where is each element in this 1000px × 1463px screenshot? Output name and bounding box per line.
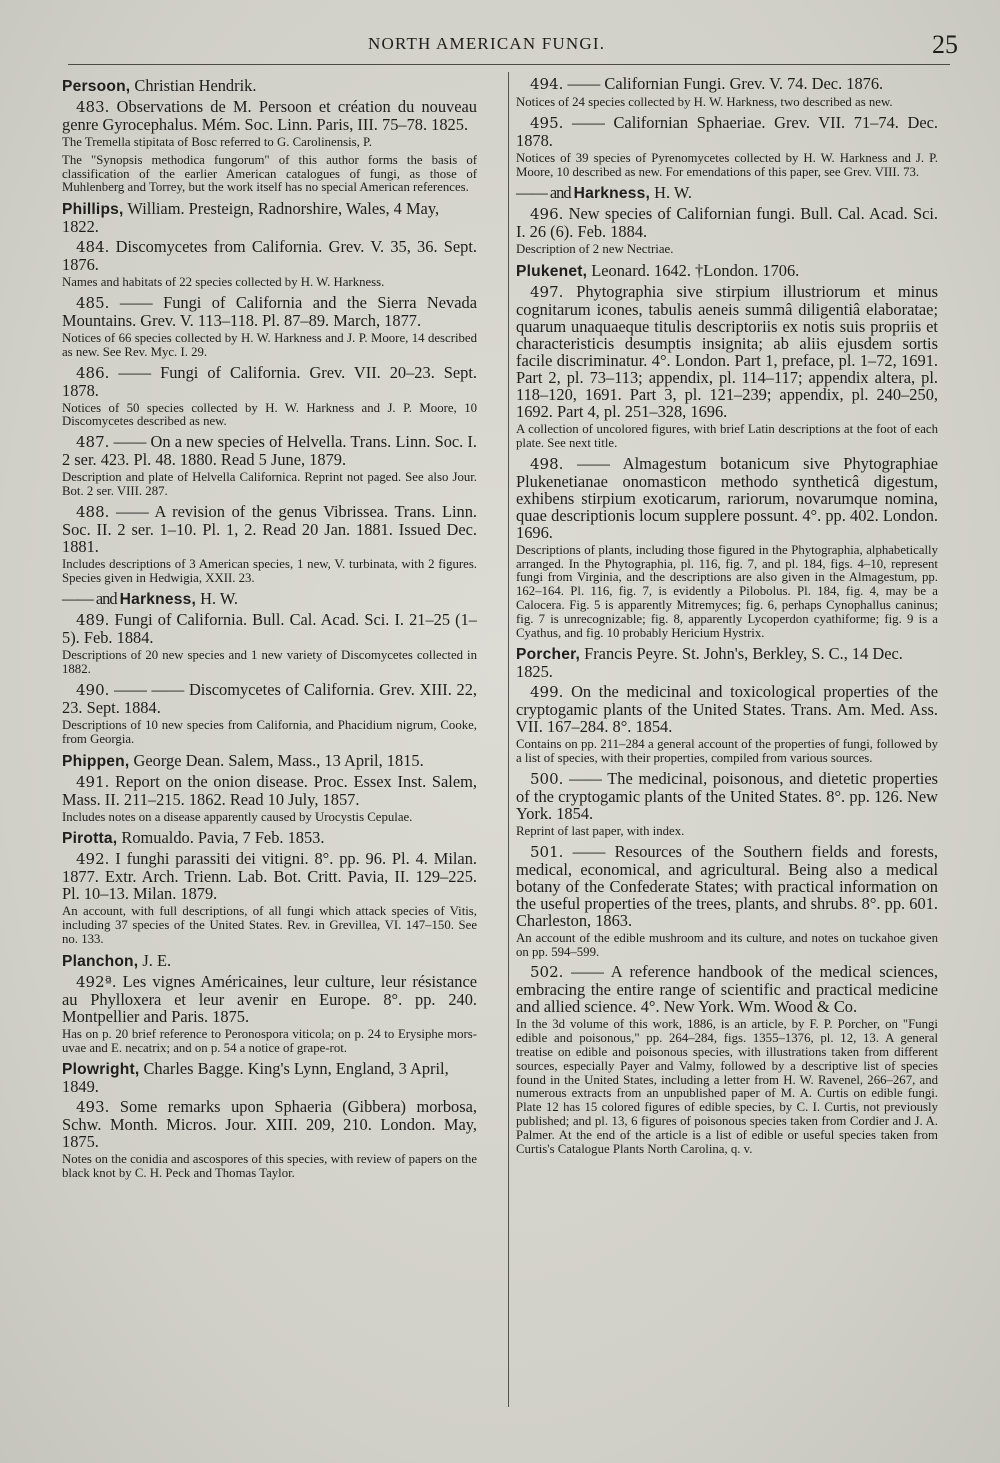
entry-number: 492. (76, 850, 110, 869)
entry-number: 501. (530, 842, 564, 861)
bibliography-entry (62, 611, 477, 646)
author-details: H. W. (196, 589, 238, 609)
author-surname: Harkness, (119, 591, 197, 609)
entry-number: 485. (76, 293, 110, 312)
author-heading (62, 1060, 477, 1095)
bibliography-entry (516, 205, 938, 240)
column-divider (508, 72, 509, 1407)
entry-annotation: Includes notes on a disease apparently caused by Urocystis Cepulae. (62, 809, 413, 824)
bibliography-entry (62, 433, 477, 468)
bibliography-entry (516, 963, 938, 1015)
author-surname: Porcher, (516, 646, 581, 664)
entry-annotation: Description of 2 new Nectriae. (516, 242, 674, 257)
entry-citation: —— Californian Sphaeriae. Grev. VII. 71–74. Dec. 1878. (516, 112, 938, 150)
entry-number: 497. (530, 283, 564, 302)
entry-citation: Fungi of California. Bull. Cal. Acad. Sci. I. 21–25 (1–5). Feb. 1884. (62, 610, 477, 648)
bibliography-entry (516, 114, 938, 149)
bibliography-entry (516, 843, 938, 929)
left-column (62, 72, 477, 1185)
author-details: George Dean. Salem, Mass., 13 April, 1815. (129, 750, 424, 770)
author-details: Leonard. 1642. †London. 1706. (587, 261, 800, 281)
entry-annotation: Names and habitats of 22 species collected by H. W. Harkness. (62, 275, 385, 290)
bibliography-entry (62, 364, 477, 399)
author-surname: Plowright, (62, 1061, 140, 1079)
author-heading (516, 645, 938, 680)
entry-citation: New species of Californian fungi. Bull. Cal. Acad. Sci. I. 26 (6). Feb. 1884. (516, 204, 938, 242)
author-heading (62, 829, 477, 847)
entry-number: 494. (530, 75, 564, 93)
header-rule (68, 64, 950, 65)
author-surname: Pirotta, (62, 830, 118, 848)
entry-citation: —— —— Discomycetes of California. Grev. XIII. 22, 23. Sept. 1884. (62, 679, 477, 717)
bibliography-entry (62, 773, 477, 808)
bibliography-entry (62, 238, 477, 273)
entry-annotation: Notices of 24 species collected by H. W. Harkness, two described as new. (516, 95, 893, 109)
author-details: Romualdo. Pavia, 7 Feb. 1853. (117, 828, 325, 848)
entry-annotation: Descriptions of 20 new species and 1 new variety of Discomycetes collected in 1882. (62, 648, 477, 677)
entry-annotation: A collection of uncolored figures, with brief Latin descriptions at the foot of each plate. See next title. (516, 422, 938, 450)
author-heading (516, 262, 938, 280)
entry-annotation: The Tremella stipitata of Bosc referred to G. Carolinensis, P. (62, 135, 372, 149)
bibliography-entry (62, 294, 477, 329)
entry-annotation: Description and plate of Helvella Californica. Reprint not paged. See also Jour. Bot. 2 ser. VIII. 287. (62, 470, 477, 498)
entry-citation: I funghi parassiti dei vitigni. 8°. pp. 96. Pl. 4. Milan. 1877. Extr. Arch. Trienn. Lab. Bot. Critt. Pavia, II. 129–225. Pl. 10–13. Milan. 1879. (62, 849, 477, 904)
entry-citation: Les vignes Américaines, leur culture, leur résistance au Phylloxera et leur avenir en Europe. 8°. pp. 240. Montpellier and Paris. 1875. (62, 971, 477, 1026)
entry-citation: —— A reference handbook of the medical sciences, embracing the entire range of scientific and practical medicine and allied science. 4°. New York. Wm. Wood & Co. (516, 962, 938, 1017)
author-heading (62, 200, 477, 235)
entry-number: 483. (76, 98, 110, 116)
author-details: J. E. (138, 950, 172, 970)
entry-citation: Observations de M. Persoon et création du nouveau genre Gyrocephalus. Mém. Soc. Linn. Paris, III. 75–78. 1825. (62, 97, 477, 134)
entry-number: 486. (76, 363, 110, 382)
author-prefix: —— and (516, 183, 574, 203)
entry-citation: Phytographia sive stirpium illustriorum et minus cognitarum icones, tabulis aeneis summâ diligentiâ elaboratae; quarum unaquaeque titulis descriptoriis ex notis suis propriis et characteristicis desumptis insignita; ab aliis ejusdem sortis facile discriminatur. 4°. London. Part 1, preface, pl. 1–72, 1691. Part 2, pl. 73–113; appendix, pl. 114–117; appendix altera, pl. 118–120, 1691. Part 3, pl. 121–239; appendix, pl. 240–250, 1692. Part 4, pl. 251–328, 1696. (516, 282, 938, 422)
author-surname: Phippen, (62, 752, 130, 770)
bibliography-entry (62, 973, 477, 1025)
bibliography-entry (516, 455, 938, 541)
bibliography-entry (516, 75, 938, 93)
bibliography-entry (516, 770, 938, 822)
author-details: Charles Bagge. King's Lynn, England, 3 April, 1849. (62, 1059, 449, 1097)
entry-number: 493. (76, 1098, 110, 1117)
entry-annotation: Includes descriptions of 3 American species, 1 new, V. turbinata, with 2 figures. Species given in Hedwigia, XXII. 23. (62, 556, 477, 585)
entry-annotation: The "Synopsis methodica fungorum" of this author forms the basis of classification of the earlier American catalogues of fungi, as those of Muhlenberg and Torrey, but the work itself has no special American references. (62, 152, 477, 195)
entry-annotation: Notices of 66 species collected by H. W. Harkness and J. P. Moore, 14 described as new. See Rev. Myc. I. 29. (62, 330, 477, 359)
author-heading (516, 184, 938, 202)
author-surname: Harkness, (573, 185, 651, 203)
entry-number: 499. (530, 683, 564, 702)
entry-number: 492ª. (76, 972, 117, 991)
entry-annotation: Contains on pp. 211–284 a general account of the properties of fungi, followed by a list of species, with their properties, compiled from various sources. (516, 737, 938, 766)
author-heading (62, 752, 477, 770)
bibliography-entry (62, 98, 477, 133)
author-heading (62, 952, 477, 970)
entry-number: 490. (76, 680, 110, 699)
author-details: Christian Hendrik. (130, 76, 257, 95)
entry-annotation: Notes on the conidia and ascospores of this species, with review of papers on the black knot by C. H. Peck and Thomas Taylor. (62, 1152, 477, 1181)
entry-number: 500. (530, 769, 564, 788)
entry-number: 489. (76, 611, 110, 630)
entry-number: 496. (530, 205, 564, 224)
entry-citation: —— The medicinal, poisonous, and dietetic properties of the cryptogamic plants of the United States. 8°. pp. 126. New York. 1854. (516, 768, 938, 823)
author-surname: Planchon, (62, 952, 139, 970)
running-head (0, 30, 1000, 59)
entry-annotation: An account of the edible mushroom and its culture, and notes on tuckahoe given on pp. 594–599. (516, 930, 938, 959)
bibliography-entry (62, 850, 477, 902)
page-number: 25 (932, 30, 958, 59)
author-heading (62, 77, 477, 95)
entry-citation: Discomycetes from California. Grev. V. 35, 36. Sept. 1876. (62, 237, 477, 275)
entry-number: 495. (530, 113, 564, 132)
entry-annotation: Descriptions of 10 new species from California, and Phacidium nigrum, Cooke, from Georgia. (62, 717, 477, 746)
author-surname: Plukenet, (516, 263, 588, 281)
bibliography-entry (62, 503, 477, 555)
right-column (516, 72, 938, 1160)
entry-annotation: Descriptions of plants, including those figured in the Phytographia, alphabetically arranged. In the Phytographia, pl. 116, fig. 7, and pl. 184, figs. 4–10, represent fungi from Virginia, and the descriptions are also given in the Almagestum, pp. 162–164. Pl. 116, fig. 7, is evidently a Pilobolus. Pl. 184, fig. 4, may be a Calocera. Fig. 5 is apparently Mitremyces; fig. 6, perhaps Cynophallus caninus; fig. 7 is unrecognizable; fig. 8, apparently Lycoperdon cyathiforme; fig. 9 is a Cyathus, and fig. 10 probably Hericium Hystrix. (516, 542, 938, 640)
entry-number: 498. (530, 454, 564, 473)
entry-annotation: Notices of 39 species of Pyrenomycetes collected by H. W. Harkness and J. P. Moore, 10 described as new. For emendations of this paper, see Grev. VIII. 73. (516, 150, 938, 179)
entry-number: 491. (76, 772, 110, 791)
author-details: Francis Peyre. St. John's, Berkley, S. C., 14 Dec. 1825. (516, 644, 903, 682)
entry-citation: —— Almagestum botanicum sive Phytographiae Plukenetianae onomasticon methodo syntheticâ digestum, exhibens stirpium exoticarum, rariorum, novarumque nomina, quae descriptionis locum supplere possunt. 4°. pp. 402. London. 1696. (516, 453, 938, 542)
author-details: William. Presteign, Radnorshire, Wales, 4 May, 1822. (62, 199, 440, 237)
bibliography-entry (62, 1098, 477, 1150)
entry-citation: —— Fungi of California and the Sierra Nevada Mountains. Grev. V. 113–118. Pl. 87–89. March, 1877. (62, 292, 477, 330)
entry-citation: Some remarks upon Sphaeria (Gibbera) morbosa, Schw. Month. Micros. Jour. XIII. 209, 210. London. May, 1875. (62, 1097, 477, 1152)
entry-annotation: Reprint of last paper, with index. (516, 823, 685, 838)
entry-citation: —— A revision of the genus Vibrissea. Trans. Linn. Soc. II. 2 ser. 1–10. Pl. 1, 2. Read 20 Jan. 1881. Issued Dec. 1881. (62, 501, 477, 556)
entry-citation: —— Fungi of California. Grev. VII. 20–23. Sept. 1878. (62, 362, 477, 400)
author-surname: Phillips, (62, 201, 124, 219)
entry-number: 487. (76, 433, 110, 452)
author-prefix: —— and (62, 589, 120, 609)
entry-number: 502. (530, 963, 564, 982)
entry-citation: —— Resources of the Southern fields and forests, medical, economical, and agricultural. Being also a medical botany of the Confederate States; with practical information on the useful properties of the trees, plants, and shrubs. 8°. pp. 601. Charleston, 1863. (516, 841, 938, 930)
entry-citation: Report on the onion disease. Proc. Essex Inst. Salem, Mass. II. 211–215. 1862. Read 10 July, 1857. (62, 771, 477, 809)
entry-annotation: An account, with full descriptions, of all fungi which attack species of Vitis, including 37 species of the United States. Rev. in Grevillea, VI. 147–150. See no. 133. (62, 904, 477, 946)
entry-number: 484. (76, 238, 110, 257)
entry-annotation: Notices of 50 species collected by H. W. Harkness and J. P. Moore, 10 Discomycetes described as new. (62, 400, 477, 429)
entry-citation: On the medicinal and toxicological properties of the cryptogamic plants of the United States. Trans. Am. Med. Ass. VII. 167–284. 8°. 1854. (516, 682, 938, 737)
author-heading (62, 590, 477, 608)
entry-number: 488. (76, 502, 110, 521)
running-title: NORTH AMERICAN FUNGI. (368, 34, 606, 53)
author-surname: Persoon, (62, 78, 131, 95)
entry-citation: —— On a new species of Helvella. Trans. Linn. Soc. I. 2 ser. 423. Pl. 48. 1880. Read 5 June, 1879. (62, 432, 477, 470)
bibliography-entry (516, 283, 938, 420)
bibliography-entry (62, 681, 477, 716)
entry-citation: —— Californian Fungi. Grev. V. 74. Dec. 1876. (563, 74, 884, 93)
bibliography-entry (516, 683, 938, 735)
entry-annotation: Has on p. 20 brief reference to Peronospora viticola; on p. 24 to Erysiphe mors-uvae and E. necatrix; and on p. 54 a notice of grape-rot. (62, 1026, 477, 1055)
author-details: H. W. (650, 183, 692, 203)
entry-annotation: In the 3d volume of this work, 1886, is an article, by F. P. Porcher, on "Fungi edible and poisonous," pp. 264–284, figs. 1355–1376, pl. 12, 13. A general treatise on edible and poisonous species, with illustrations taken from different sources, especially Payer and Valmy, followed by a descriptive list of species found in the United States, including a letter from H. W. Ravenel, 266–267, and numerous extracts from an unpublished paper of M. A. Curtis on edible fungi. Plate 12 has 15 colored figures of edible species, by C. I. Curtis, not previously published; and pl. 13, 6 figures of poisonous species taken from Cordier and J. A. Palmer. At the end of the article is a list of edible or useful species taken from Curtis's Catalogue Plants North Carolina, q. v. (516, 1017, 938, 1156)
